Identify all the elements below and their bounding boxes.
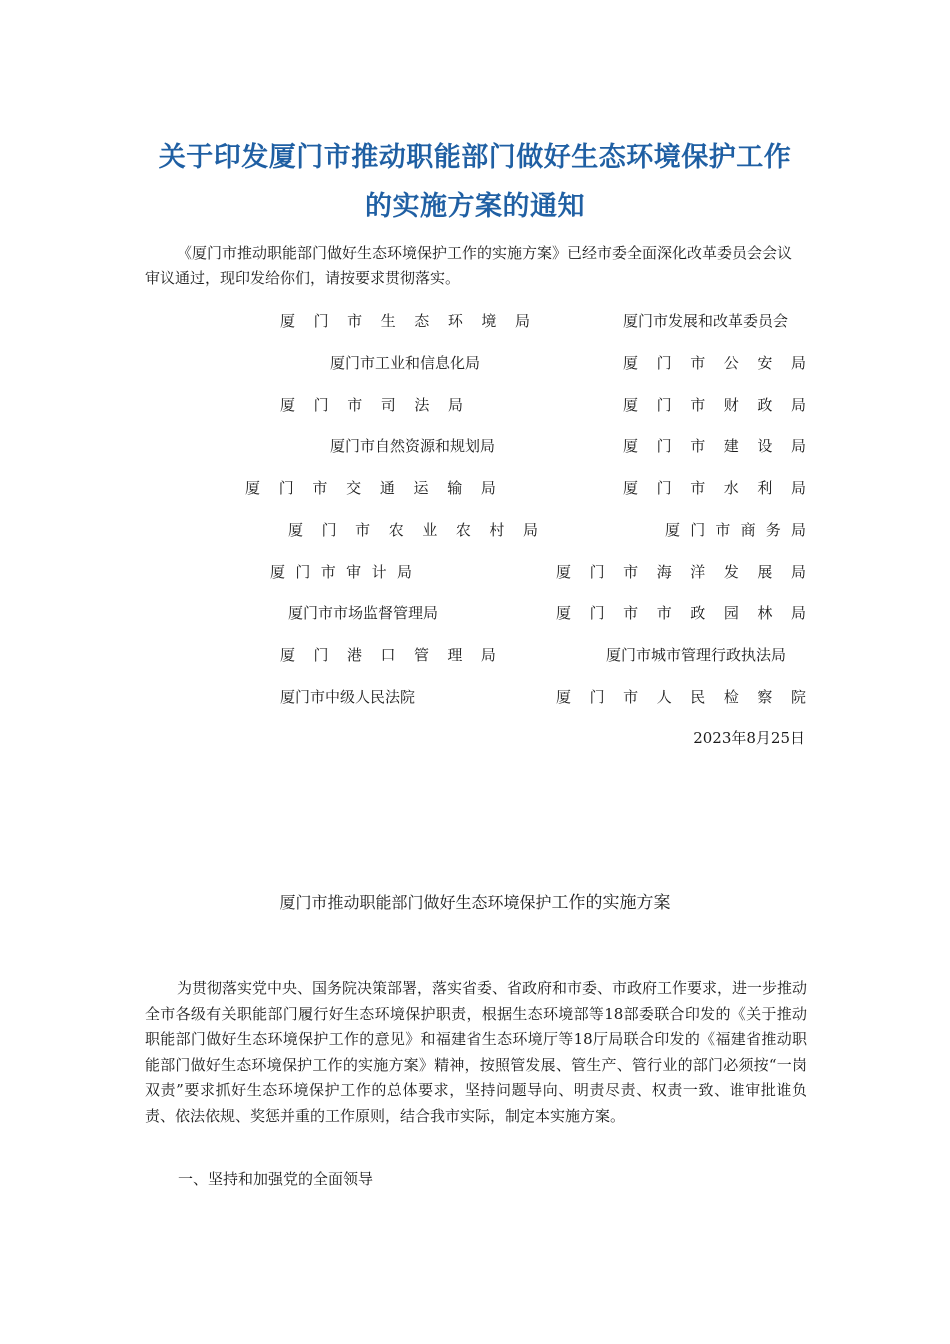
notice-intro: 《厦门市推动职能部门做好生态环境保护工作的实施方案》已经市委全面深化改革委员会会议审议通过，现印发给你们，请按要求贯彻落实。 <box>145 244 793 287</box>
department-signature: 厦 门 市 水 利 局 <box>623 479 806 497</box>
department-signature: 厦门市自然资源和规划局 <box>330 437 496 455</box>
plan-title-part-1: 厦门市推动职能部门做好生态环境保护 <box>279 893 552 912</box>
plan-paragraph: 为贯彻落实党中央、国务院决策部署，落实省委、省政府和市委、市政府工作要求，进一步推动全市各级有关职能部门履行好生态环境保护职责，根据生态环境部等18部委联合印发的《关于推动职能部门做好生态环境保护工作的意见》和福建省生态环境厅等18厅局联合印发的《福建省推动职能部门做好生态环境保护工作的实施方案》精神，按照管发展、管生产、管行业的部门必须按“一岗双责”要求抓好生态环境保护工作的总体要求，坚持问题导向、明责尽责、权责一致、谁审批谁负责、依法依规、奖惩并重的工作原则，结合我市实际，制定本实施方案。 <box>145 979 808 1125</box>
department-signature: 厦门市市场监督管理局 <box>288 604 439 622</box>
department-signature: 厦门市工业和信息化局 <box>330 354 481 372</box>
department-signature: 厦 门 市 海 洋 发 展 局 <box>556 563 806 581</box>
plan-title <box>0 888 950 913</box>
department-signature: 厦 门 市 财 政 局 <box>623 396 806 414</box>
department-signature: 厦门市中级人民法院 <box>280 688 416 706</box>
department-signature: 厦 门 市 人 民 检 察 院 <box>556 688 806 706</box>
department-signature: 厦 门 市 商 务 局 <box>665 521 806 539</box>
department-signature: 厦 门 市 建 设 局 <box>623 437 806 455</box>
department-signature: 厦门市发展和改革委员会 <box>623 312 789 330</box>
department-signature: 厦 门 市 司 法 局 <box>280 396 463 414</box>
department-signature: 厦 门 市 审 计 局 <box>270 563 412 581</box>
department-signature: 厦 门 市 农 业 农 村 局 <box>288 521 538 539</box>
notice-title-line-1: 关于印发厦门市推动职能部门做好生态环境保护工作 <box>158 142 792 173</box>
notice-title-line-2: 的实施方案的通知 <box>365 191 585 222</box>
department-signature: 厦门市城市管理行政执法局 <box>606 646 787 664</box>
department-signature: 厦 门 市 市 政 园 林 局 <box>556 604 806 622</box>
notice-date: 2023年8月25日 <box>693 729 805 747</box>
department-signature: 厦 门 市 生 态 环 境 局 <box>280 312 530 330</box>
department-signature: 厦 门 港 口 管 理 局 <box>280 646 496 664</box>
department-signature: 厦 门 市 公 安 局 <box>623 354 806 372</box>
section-heading: 一、坚持和加强党的全面领导 <box>178 1170 374 1188</box>
plan-title-part-2: 工作的实施方案 <box>551 893 671 913</box>
department-signature: 厦 门 市 交 通 运 输 局 <box>245 479 496 497</box>
